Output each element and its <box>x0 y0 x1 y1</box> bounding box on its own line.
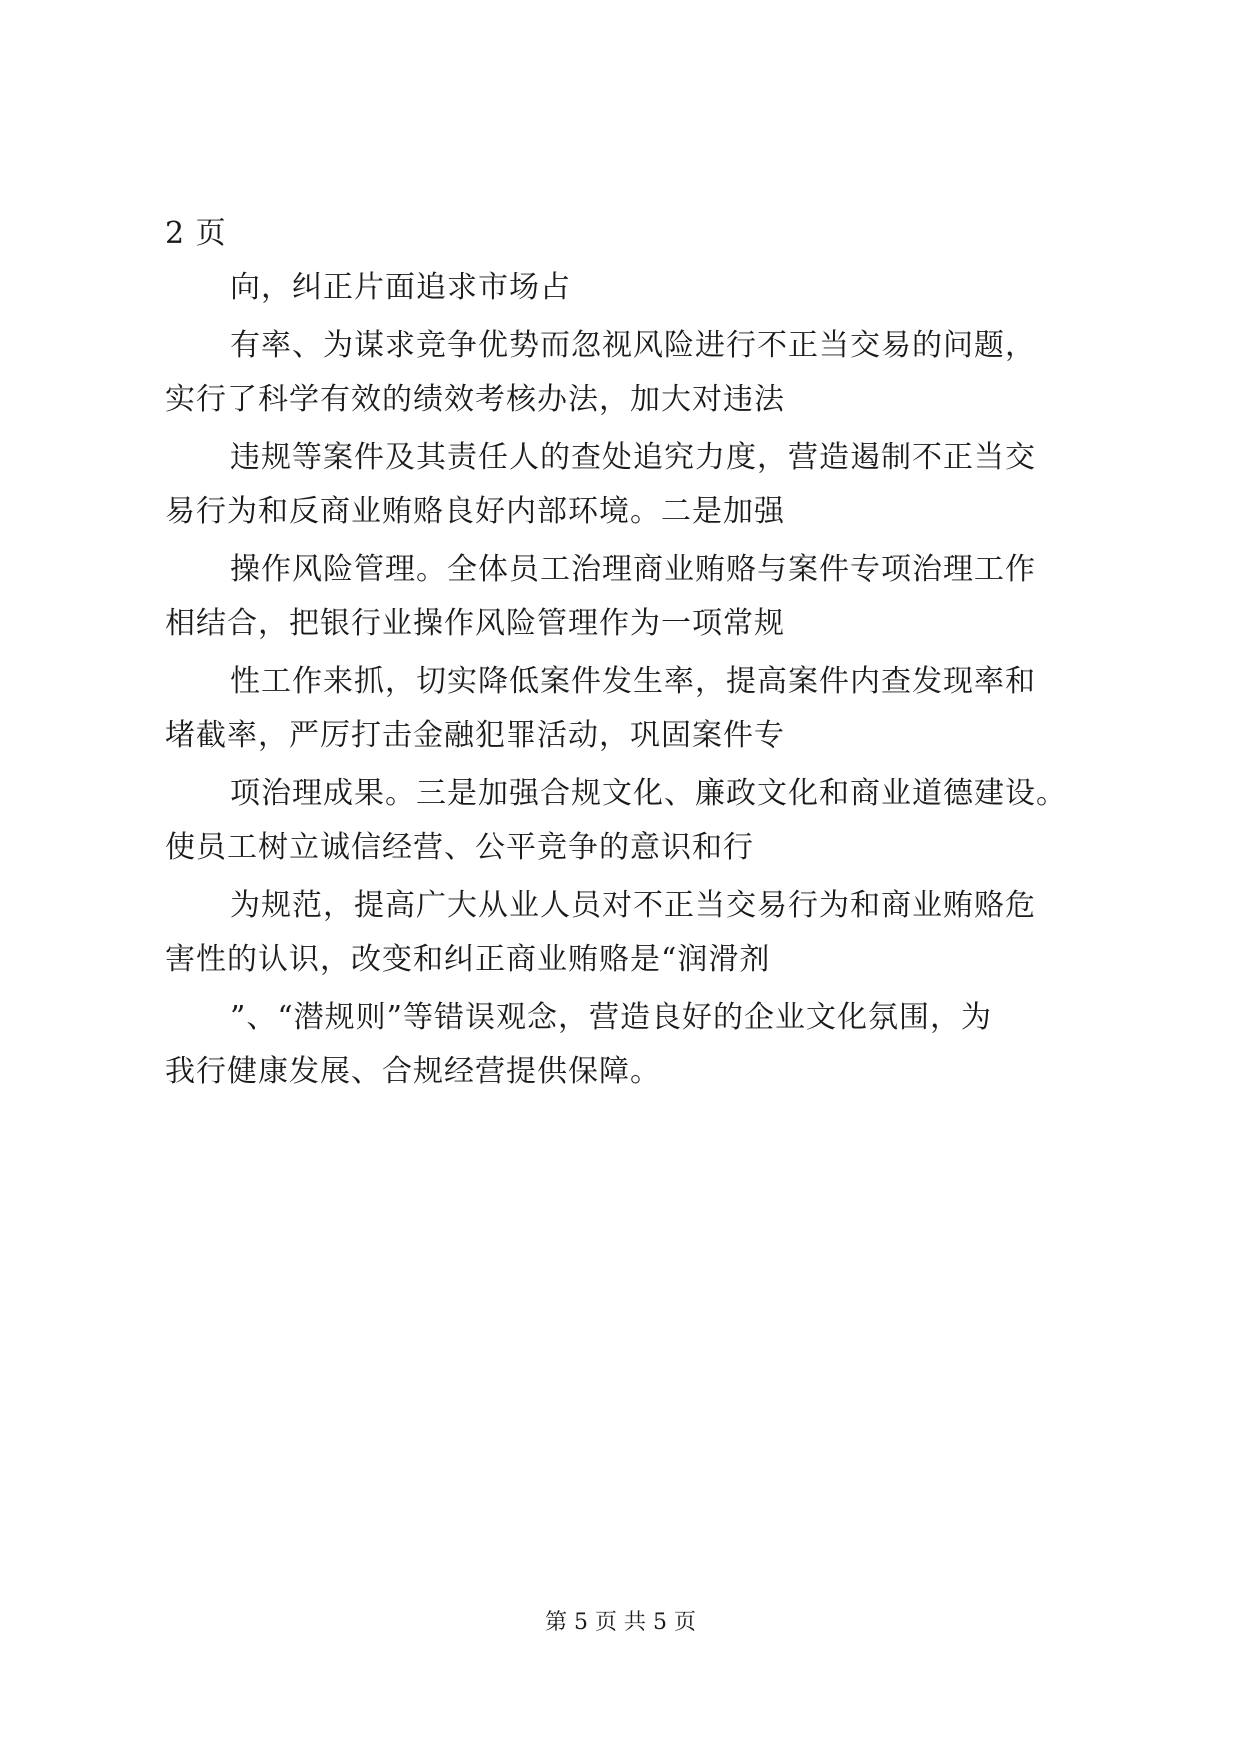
paragraph-line: 为规范，提高广大从业人员对不正当交易行为和商业贿赂危 <box>230 888 1036 923</box>
paragraph-line: 易行为和反商业贿赂良好内部环境。二是加强 <box>165 494 785 529</box>
page-footer: 第 5 页 共 5 页 <box>545 1610 696 1635</box>
paragraph-line: 使员工树立诚信经营、公平竞争的意识和行 <box>165 830 754 865</box>
paragraph-line: 违规等案件及其责任人的查处追究力度，营造遏制不正当交 <box>230 440 1036 475</box>
paragraph-line: 害性的认识，改变和纠正商业贿赂是“润滑剂 <box>165 942 771 977</box>
paragraph-line: ”、“潜规则”等错误观念，营造良好的企业文化氛围，为 <box>230 1000 993 1035</box>
paragraph-line: 相结合，把银行业操作风险管理作为一项常规 <box>165 606 785 641</box>
paragraph-line: 操作风险管理。全体员工治理商业贿赂与案件专项治理工作 <box>230 552 1036 587</box>
paragraph-line: 向，纠正片面追求市场占 <box>230 270 571 305</box>
paragraph-line: 项治理成果。三是加强合规文化、廉政文化和商业道德建设。 <box>230 776 1067 811</box>
paragraph-line: 堵截率，严厉打击金融犯罪活动，巩固案件专 <box>165 718 785 753</box>
paragraph-line: 实行了科学有效的绩效考核办法，加大对违法 <box>165 382 785 417</box>
paragraph-line: 有率、为谋求竞争优势而忽视风险进行不正当交易的问题， <box>230 328 1036 363</box>
page-fragment-line: 2 页 <box>165 216 227 251</box>
paragraph-line: 我行健康发展、合规经营提供保障。 <box>165 1054 661 1089</box>
paragraph-line: 性工作来抓，切实降低案件发生率，提高案件内查发现率和 <box>230 664 1036 699</box>
